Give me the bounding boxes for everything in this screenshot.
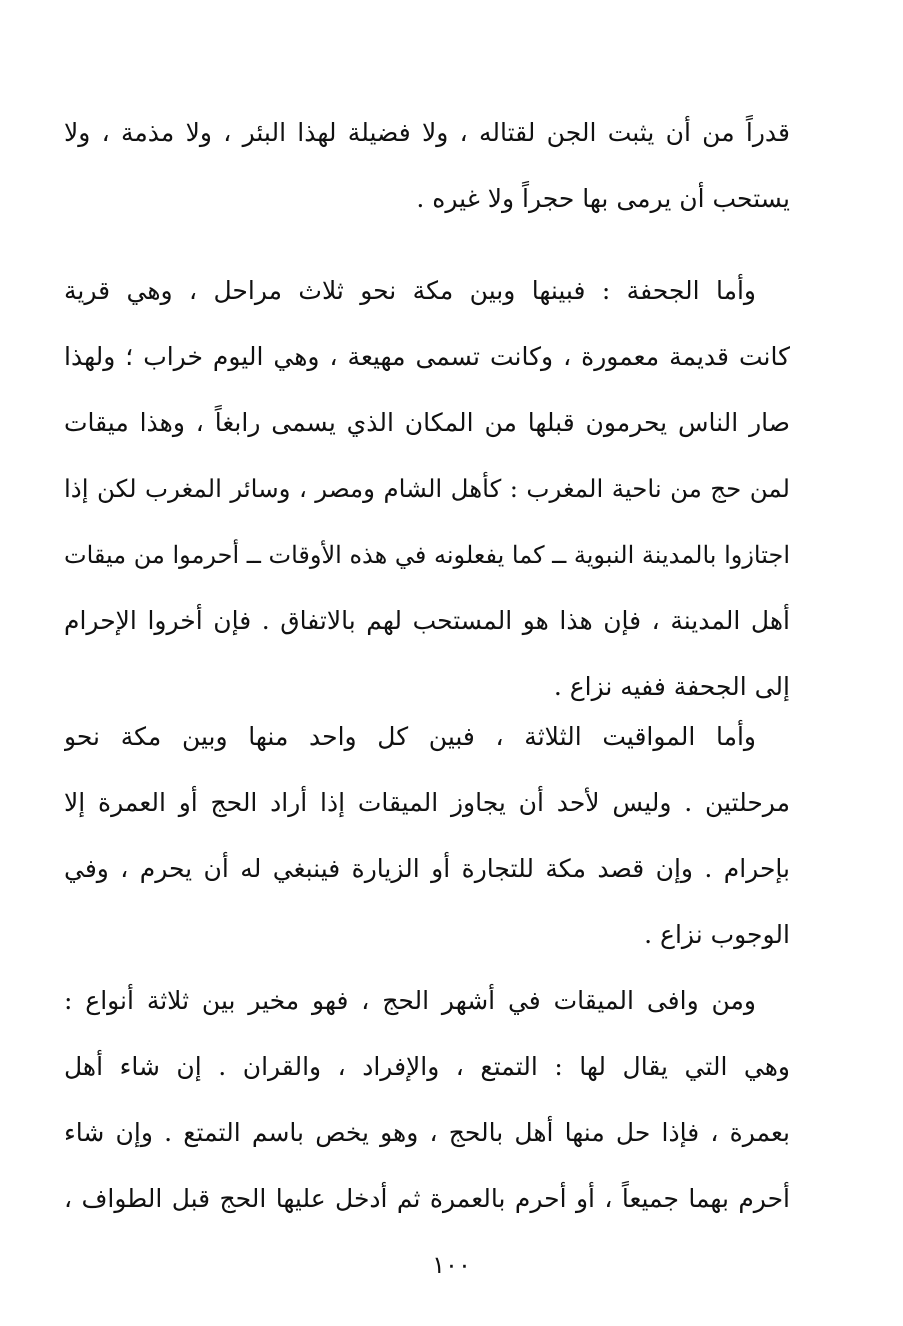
text-line: قدراً من أن يثبت الجن لقتاله ، ولا فضيلة لهذا البئر ، ولا مذمة ، ولا <box>64 118 790 147</box>
text-line: بإحرام . وإن قصد مكة للتجارة أو الزيارة فينبغي له أن يحرم ، وفي <box>64 854 790 883</box>
text-line: وأما الجحفة : فبينها وبين مكة نحو ثلاث مراحل ، وهي قرية <box>64 276 756 305</box>
text-line: مرحلتين . وليس لأحد أن يجاوز الميقات إذا أراد الحج أو العمرة إلا <box>64 788 790 817</box>
text-line: الوجوب نزاع . <box>644 920 790 949</box>
text-line: إلى الجحفة ففيه نزاع . <box>553 672 790 701</box>
text-line: وهي التي يقال لها : التمتع ، والإفراد ، والقران . إن شاء أهل <box>64 1052 790 1081</box>
text-line: لمن حج من ناحية المغرب : كأهل الشام ومصر ، وسائر المغرب لكن إذا <box>64 474 790 503</box>
text-line: وأما المواقيت الثلاثة ، فبين كل واحد منها وبين مكة نحو <box>64 722 756 751</box>
paragraph-three-miqats <box>64 704 790 968</box>
paragraph-al-juhfa <box>64 258 790 720</box>
text-line: اجتازوا بالمدينة النبوية ــ كما يفعلونه في هذه الأوقات ــ أحرموا من ميقات <box>64 541 790 569</box>
text-line: بعمرة ، فإذا حل منها أهل بالحج ، وهو يخص باسم التمتع . وإن شاء <box>64 1118 790 1147</box>
paragraph-bir-dhi-al-hulayfa-end <box>64 100 790 232</box>
text-line: أحرم بهما جميعاً ، أو أحرم بالعمرة ثم أدخل عليها الحج قبل الطواف ، <box>64 1184 790 1213</box>
text-line: أهل المدينة ، فإن هذا هو المستحب لهم بالاتفاق . فإن أخروا الإحرام <box>64 606 790 635</box>
text-line: صار الناس يحرمون قبلها من المكان الذي يسمى رابغاً ، وهذا ميقات <box>64 408 790 437</box>
text-line: كانت قديمة معمورة ، وكانت تسمى مهيعة ، وهي اليوم خراب ؛ ولهذا <box>64 342 790 371</box>
text-line: يستحب أن يرمى بها حجراً ولا غيره . <box>416 184 790 213</box>
text-line: ومن وافى الميقات في أشهر الحج ، فهو مخير بين ثلاثة أنواع : <box>64 986 756 1015</box>
page-number: ١٠٠ <box>432 1251 471 1279</box>
paragraph-three-types <box>64 968 790 1232</box>
